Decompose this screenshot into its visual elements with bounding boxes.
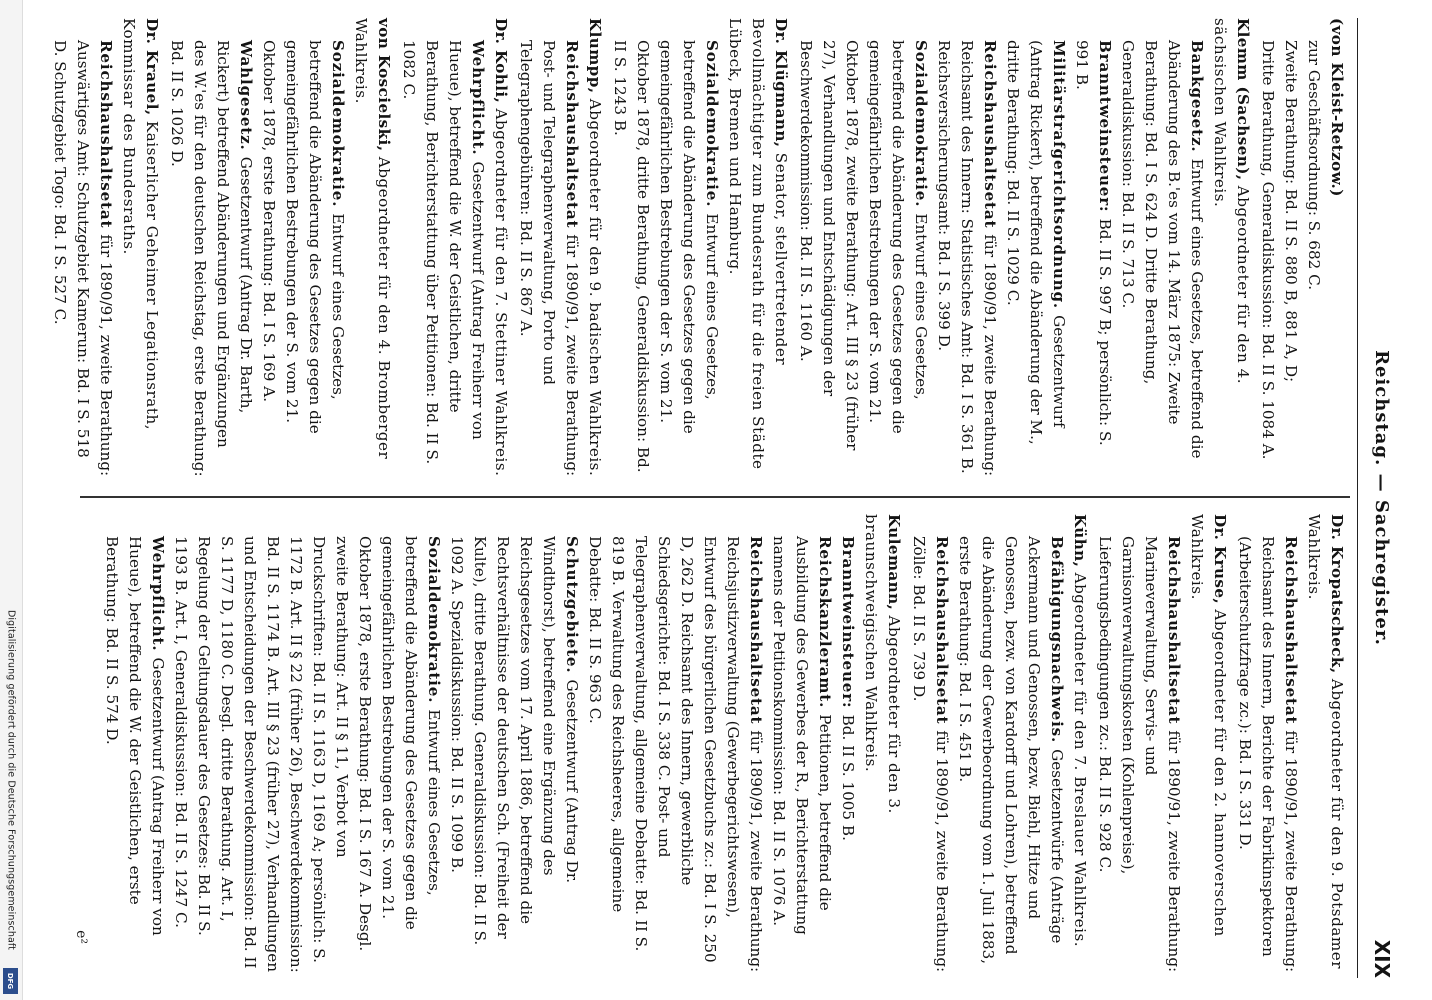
person-name: Kulemann, — [885, 514, 903, 611]
person-name: Klemm (Sachsen), — [1234, 18, 1252, 181]
subject-keyword: Reichshaushaltsetat — [747, 536, 765, 731]
person-name: Dr. Kruse, — [1211, 514, 1229, 605]
person-name: (von Kleist-Retzow.) — [1328, 18, 1346, 197]
subject-text: Bd. II S. 1005 B. — [839, 714, 857, 841]
subject-keyword: Schutzgebiete. — [563, 536, 581, 680]
subject-text: Gesetzentwurf (Antrag Rickert), betreffend die Abänderung der M., dritte Berathung: Bd. II S. 1029 C. — [1004, 40, 1068, 445]
subject-keyword: Wahlgesetz. — [237, 40, 255, 157]
subject-text: Entwurf eines Gesetzes, betreffend die Abänderung des Gesetzes gegen die gemeingefährlichen Bestrebungen der S. vom 21. Oktober 1878, erste Berathung: Bd. I S. 167 A. Desgl. zweite Berathung: Art. II § 11, Verbot von Druckschriften: Bd. II S. 1163 D, 1169 A; persönlich: S. 1172 B. Art. II § 22 (früher 26), Beschwerdekommission: Bd. II S. 1174 B. Art. III § 23 (früher 27), Verhandlungen und Entscheidungen der Beschwerdekommission: Bd. II S. 1177 D, 1180 C. Desgl. dritte Berathung. Art. I, Regelung der Geltungsdauer des Gesetzes: Bd. II S. 1193 B. Art. I, Generaldiskussion: Bd. II S. 1247 C. — [172, 536, 443, 973]
subject-keyword: Befähigungsnachweis. — [1048, 536, 1066, 750]
person-role: Abgeordneter für den 7. Breslauer Wahlkreis. — [1071, 567, 1089, 948]
subject-reference — [445, 536, 583, 974]
index-column-left — [73, 514, 1348, 974]
index-entry — [608, 18, 792, 478]
subject-text: Gesetzentwurf (Antrag Dr. Barth, Rickert) betreffend Abänderungen und Ergänzungen des W.'es für den deutschen Reichstag, erste Berathung: Bd. II S. 1026 D. — [168, 40, 255, 477]
index-column-right — [51, 18, 1348, 478]
index-entry — [514, 18, 606, 478]
subject-reference — [257, 40, 349, 478]
subject-text: Gesetzentwurf (Antrag Freiherr von Hueue), betreffend die W. der Geistlichen, erste Berathung: Bd. II S. 574 D. — [103, 536, 167, 936]
subject-text: für 1890/91, zweite Berathung: Post- und Telegraphenverwaltung, Porto und Telegraphengebühren: Bd. II S. 867 A. — [517, 40, 581, 477]
subject-text: für 1890/91, zweite Berathung: Reichsamt des Innern, Berichte der Fabrikinspektoren (Arbeiterschutzfrage zc.): Bd. I S. 331 D. — [1236, 536, 1300, 973]
subject-text: Gesetzentwurf (Antrag Dr. Windthorst), betreffend eine Ergänzung des Reichsgesetzes vom 17. April 1886, betreffend die Rechtsverhältnisse der deutschen Sch. (Freiheit der Kulte), dritte Berathung. Generaldiskussion: Bd. II S. 1092 A. Spezialdiskussion: Bd. II S. 1099 B. — [448, 536, 581, 946]
person-role: Senator, stellvertretender Bevollmächtigter zum Bundesrath für die freien Städte Lübeck, Bremen und Hamburg. — [726, 18, 790, 470]
subject-keyword: Wehrpflicht. — [469, 40, 487, 162]
subject-reference — [767, 536, 836, 974]
subject-keyword: Bankgesetz. — [1188, 40, 1206, 159]
subject-reference — [583, 536, 767, 974]
subject-reference — [165, 40, 257, 478]
subject-reference — [1256, 40, 1279, 478]
column-divider — [80, 496, 1350, 498]
subject-reference — [1070, 40, 1116, 478]
subject-reference — [1233, 536, 1302, 974]
person-name: Dr. Kropatscheck, — [1328, 514, 1346, 674]
subject-text: Entwurf eines Gesetzes, betreffend die Abänderung des Gesetzes gegen die gemeingefährlichen Bestrebungen der S. vom 21. Oktober 1878, zweite Berathung: Art. III § 23 (früher 27), Verhandlungen und Entschädigungen der Beschwerdekommission: Bd. II S. 1160 A. — [797, 40, 930, 451]
index-entry — [1233, 514, 1348, 974]
subject-keyword: Sozialdemokratie. — [912, 40, 930, 214]
subject-reference — [100, 536, 169, 974]
subject-reference — [794, 40, 932, 478]
subject-text: Zweite Berathung: Bd. II S. 880 B, 881 A, D; — [1282, 40, 1300, 383]
index-entry — [48, 18, 163, 478]
subject-text: für 1890/91, zweite Berathung: Zölle: Bd. II S. 739 D. — [910, 536, 951, 973]
index-entry — [397, 18, 512, 478]
subject-text: Dritte Berathung, Generaldiskussion: Bd. II S. 1084 A. — [1259, 40, 1277, 460]
person-name: von Koscielski, — [375, 18, 393, 152]
subject-reference — [169, 536, 445, 974]
person-role: Abgeordneter für den 4. Bromberger Wahlkreis. — [352, 18, 393, 460]
subject-keyword: Branntweinsteuer: — [839, 536, 857, 715]
subject-keyword: Reichshaushaltsetat — [981, 40, 999, 235]
subject-text: für 1890/91, zweite Berathung: Reichsjustizverwaltung (Gewerbegerichtswesen), Entwurf des bürgerlichen Gesetzbuchs zc.: Bd. I S. 250 D, 262 D. Reichsamt des Innern, gewerbliche Schiedsgerichte: Bd. I S. 338 C. Post- und Telegraphenverwaltung, allgemeine Debatte: Bd. II S. 819 B. Verwaltung des Reichsheeres, allgemeine Debatte: Bd. II S. 963 C. — [586, 536, 765, 973]
person-name: Dr. Kohli, — [492, 18, 510, 104]
subject-reference — [48, 40, 117, 478]
subject-text: Entwurf eines Gesetzes, betreffend die Abänderung des Gesetzes gegen die gemeingefährlichen Bestrebungen der S. vom 21. Oktober 1878, dritte Berathung, Generaldiskussion: Bd. II S. 1243 B. — [611, 40, 721, 473]
subject-keyword: Sozialdemokratie. — [703, 40, 721, 214]
subject-reference — [1302, 40, 1325, 478]
subject-reference — [1001, 40, 1070, 478]
index-entry — [1093, 514, 1231, 974]
subject-text: Entwurf eines Gesetzes, betreffend die Abänderung des B.'es vom 14. März 1875: Zweite Berathung: Bd. I S. 624 D. Dritte Berathung, Generaldiskussion: Bd. II S. 713 C. — [1119, 40, 1206, 459]
subject-text: Entwurf eines Gesetzes, betreffend die Abänderung des Gesetzes gegen die gemeingefährlichen Bestrebungen der S. vom 21. Oktober 1878, erste Berathung: Bd. I S. 169 A. — [260, 40, 347, 434]
subject-keyword: Militärstrafgerichtsordnung. — [1050, 40, 1068, 316]
subject-keyword: Reichshaushaltsetat — [563, 40, 581, 235]
subject-keyword: Reichshaushaltsetat — [933, 536, 951, 731]
person-name: Dr. Klügmann, — [772, 18, 790, 148]
person-role: Abgeordneter für den 9. Potsdamer Wahlkreis. — [1305, 514, 1346, 970]
person-name: Klumpp, — [586, 18, 604, 94]
person-role: Abgeordneter für den 7. Stettiner Wahlkreis. — [492, 103, 510, 477]
index-entry — [165, 18, 395, 478]
subject-reference — [953, 536, 1068, 974]
person-role: Abgeordneter für den 3. braunschweigischen Wahlkreis. — [862, 514, 903, 814]
subject-reference — [932, 40, 1001, 478]
person-name: Kühn, — [1071, 514, 1089, 568]
subject-text: zur Geschäftsordnung: S. 682 C. — [1305, 40, 1323, 291]
scanned-page — [51, 18, 1398, 978]
person-role: Abgeordneter für den 4. sächsischen Wahlkreis. — [1211, 18, 1252, 385]
subject-reference — [608, 40, 723, 478]
page-title: Reichstag. — Sachregister. — [1371, 350, 1392, 646]
subject-reference — [1279, 40, 1302, 478]
subject-keyword: Wehrpflicht. — [149, 536, 167, 658]
person-role: Kaiserlicher Geheimer Legationsrath, Kommissar des Bundesraths. — [120, 18, 161, 431]
index-entry — [1256, 18, 1348, 478]
subject-text: Bd. II S. 997 B; persönlich: S. 991 B. — [1073, 40, 1114, 446]
subject-text: Petitionen, betreffend die Ausbildung des Gewerbes der R., Berichterstattung namens der Petitionskommission: Bd. II S. 1076 A. — [770, 536, 834, 935]
subject-reference — [1093, 536, 1185, 974]
subject-keyword: Sozialdemokratie. — [425, 536, 443, 710]
person-name: Dr. Krauel, — [143, 18, 161, 116]
dfg-logo: DFG — [3, 968, 18, 994]
subject-reference — [514, 40, 583, 478]
index-entry — [907, 514, 1091, 974]
page-header — [1357, 18, 1398, 978]
subject-text: Gesetzentwurf (Antrag Freiherr von Hueue), betreffend die W. der Geistlichen, dritte Berathung, Berichterstattung über Petitionen: Bd. II S. 1082 C. — [400, 40, 487, 465]
subject-keyword: Reichshaushaltsetat — [97, 40, 115, 235]
subject-keyword: Reichshaushaltsetat — [1165, 536, 1183, 731]
person-role: Abgeordneter für den 2. hannoverschen Wahlkreis. — [1188, 514, 1229, 937]
subject-reference — [1116, 40, 1208, 478]
subject-keyword: Branntweinsteuer: — [1096, 40, 1114, 219]
digitization-sidebar — [0, 0, 23, 1000]
subject-keyword: Reichshaushaltsetat — [1282, 536, 1300, 731]
page-number: XIX — [1370, 939, 1394, 978]
signature-mark: e² — [73, 930, 89, 944]
subject-reference — [907, 536, 953, 974]
index-entry — [100, 514, 905, 974]
digitization-credit: Digitalisierung gefördert durch die Deutsche Forschungsgemeinschaft — [5, 610, 17, 950]
subject-text: für 1890/91, zweite Berathung: Reichsamt des Innern: Statistisches Amt: Bd. I S. 361 B. Reichsversicherungsamt: Bd. I S. 399 D. — [935, 40, 999, 477]
subject-text: für 1890/91, zweite Berathung: Marineverwaltung, Servis- und Garnisonverwaltungskosten (Kohlenpreise), Lieferungsbedingungen zc.: Bd. II S. 928 C. — [1096, 536, 1183, 973]
subject-text: Gesetzentwürfe (Anträge Ackermann und Genossen, bezw. Biehl, Hitze und Genossen, bezw. von Kardorff und Lohren), betreffend die Abänderung der Gewerbeordnung vom 1. Juli 1883, erste Berathung: Bd. I S. 451 B. — [956, 536, 1066, 965]
subject-text: für 1890/91, zweite Berathung: Auswärtiges Amt: Schutzgebiet Kamerun: Bd. I S. 518 D. Schutzgebiet Togo: Bd. I S. 527 C. — [51, 40, 115, 477]
subject-keyword: Sozialdemokratie. — [329, 40, 347, 214]
subject-reference — [836, 536, 859, 974]
subject-reference — [397, 40, 489, 478]
person-role: Abgeordneter für den 9. badischen Wahlkreis. — [586, 93, 604, 477]
index-entry — [794, 18, 1254, 478]
subject-keyword: Reichskanzleramt. — [816, 536, 834, 715]
